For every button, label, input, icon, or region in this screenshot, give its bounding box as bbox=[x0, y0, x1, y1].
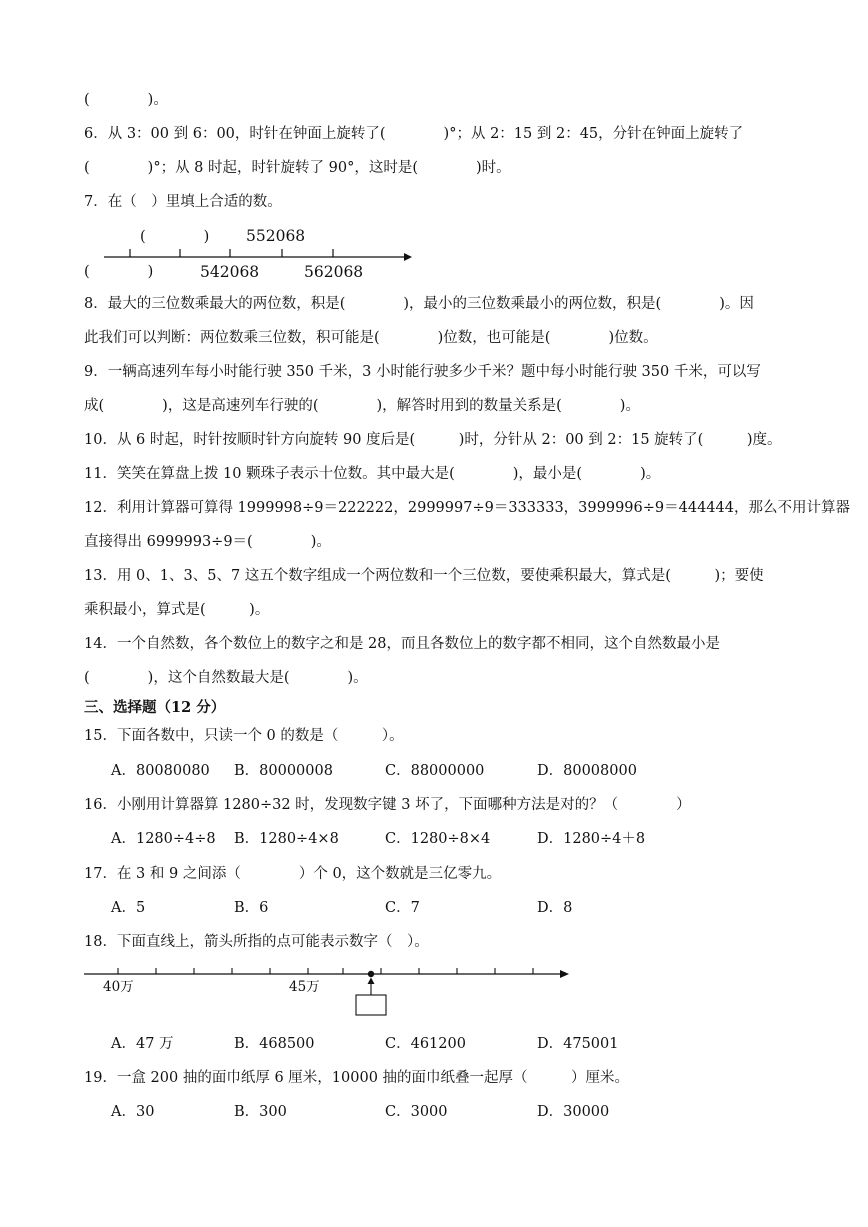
q19-option-b: B．300 bbox=[234, 1104, 287, 1120]
q15-option-c: C．88000000 bbox=[385, 763, 485, 779]
q19-option-d: D．30000 bbox=[537, 1104, 610, 1120]
q18-option-b: B．468500 bbox=[234, 1036, 315, 1052]
q15-option-b: B．80000008 bbox=[234, 763, 333, 779]
q16-text: 16．小刚用计算器算 1280÷32 时，发现数字键 3 坏了，下面哪种方法是对的？（ ） bbox=[84, 797, 691, 813]
nl7-top-blank: ( ) bbox=[140, 229, 210, 245]
q13-text-line1: 13．用 0、1、3、5、7 这五个数字组成一个两位数和一个三位数，要使乘积最大，算式是( )；要使 bbox=[84, 568, 764, 584]
nl18-label-40wan: 40万 bbox=[103, 979, 134, 995]
q19-option-c: C．3000 bbox=[385, 1104, 448, 1120]
nl7-bottom-blank: ( ) bbox=[84, 264, 154, 280]
q8-text-line1: 8．最大的三位数乘最大的两位数，积是( )，最小的三位数乘最小的两位数，积是( )。因 bbox=[84, 296, 754, 312]
q5-answer-line: ( )。 bbox=[84, 92, 168, 108]
q9-text-line2: 成( )，这是高速列车行驶的( )，解答时用到的数量关系是( )。 bbox=[84, 398, 640, 414]
pointed-dot bbox=[368, 971, 374, 977]
q13-text-line2: 乘积最小，算式是( )。 bbox=[84, 602, 270, 618]
q17-text: 17．在 3 和 9 之间添（ ）个 0，这个数就是三亿零九。 bbox=[84, 866, 502, 882]
q14-text-line1: 14．一个自然数，各个数位上的数字之和是 28，而且各数位上的数字都不相同，这个自然数最小是 bbox=[84, 636, 721, 652]
q6-text-line1: 6．从 3：00 到 6：00，时针在钟面上旋转了( )°；从 2：15 到 2：45，分针在钟面上旋转了 bbox=[84, 126, 744, 142]
q17-option-d: D．8 bbox=[537, 900, 573, 916]
q8-text-line2: 此我们可以判断：两位数乘三位数，积可能是( )位数，也可能是( )位数。 bbox=[84, 330, 658, 346]
q16-option-a: A．1280÷4÷8 bbox=[111, 831, 216, 847]
nl18-label-45wan: 45万 bbox=[289, 979, 320, 995]
q18-text: 18．下面直线上，箭头所指的点可能表示数字（ ）。 bbox=[84, 934, 429, 950]
q17-option-c: C．7 bbox=[385, 900, 420, 916]
q12-text-line1: 12．利用计算器可算得 1999998÷9＝222222，2999997÷9＝333333，3999996÷9＝444444，那么不用计算器 bbox=[84, 500, 850, 516]
q10-text: 10．从 6 时起，时针按顺时针方向旋转 90 度后是( )时，分针从 2：00 到 2：15 旋转了( )度。 bbox=[84, 432, 782, 448]
q15-option-a: A．80080080 bbox=[111, 763, 210, 779]
arrow-head-icon bbox=[368, 978, 375, 985]
q18-option-d: D．475001 bbox=[537, 1036, 619, 1052]
q16-option-b: B．1280÷4×8 bbox=[234, 831, 339, 847]
answer-box bbox=[356, 995, 386, 1015]
q11-text: 11．笑笑在算盘上拨 10 颗珠子表示十位数。其中最大是( )，最小是( )。 bbox=[84, 466, 661, 482]
q19-option-a: A．30 bbox=[111, 1104, 155, 1120]
q9-text-line1: 9．一辆高速列车每小时能行驶 350 千米，3 小时能行驶多少千米？题中每小时能行驶 350 千米，可以写 bbox=[84, 364, 761, 380]
q19-text: 19．一盒 200 抽的面巾纸厚 6 厘米，10000 抽的面巾纸叠一起厚（ ）厘米。 bbox=[84, 1070, 630, 1086]
nl7-bottom-left: 542068 bbox=[200, 263, 260, 281]
q15-option-d: D．80008000 bbox=[537, 763, 637, 779]
nl7-bottom-right: 562068 bbox=[304, 263, 364, 281]
q16-option-d: D．1280÷4＋8 bbox=[537, 831, 646, 847]
section-3-heading: 三、选择题（12 分） bbox=[84, 699, 226, 716]
q15-text: 15．下面各数中，只读一个 0 的数是（ ）。 bbox=[84, 728, 404, 744]
q16-option-c: C．1280÷8×4 bbox=[385, 831, 491, 847]
nl7-top-value: 552068 bbox=[246, 227, 306, 245]
q14-text-line2: ( )，这个自然数最大是( )。 bbox=[84, 670, 368, 686]
q6-text-line2: ( )°；从 8 时起，时针旋转了 90°，这时是( )时。 bbox=[84, 160, 511, 176]
q12-text-line2: 直接得出 6999993÷9＝( )。 bbox=[84, 534, 331, 550]
q18-option-c: C．461200 bbox=[385, 1036, 466, 1052]
q7-text: 7．在（ ）里填上合适的数。 bbox=[84, 194, 282, 210]
q17-option-a: A．5 bbox=[111, 900, 146, 916]
q18-option-a: A．47 万 bbox=[111, 1036, 174, 1052]
q17-option-b: B．6 bbox=[234, 900, 269, 916]
